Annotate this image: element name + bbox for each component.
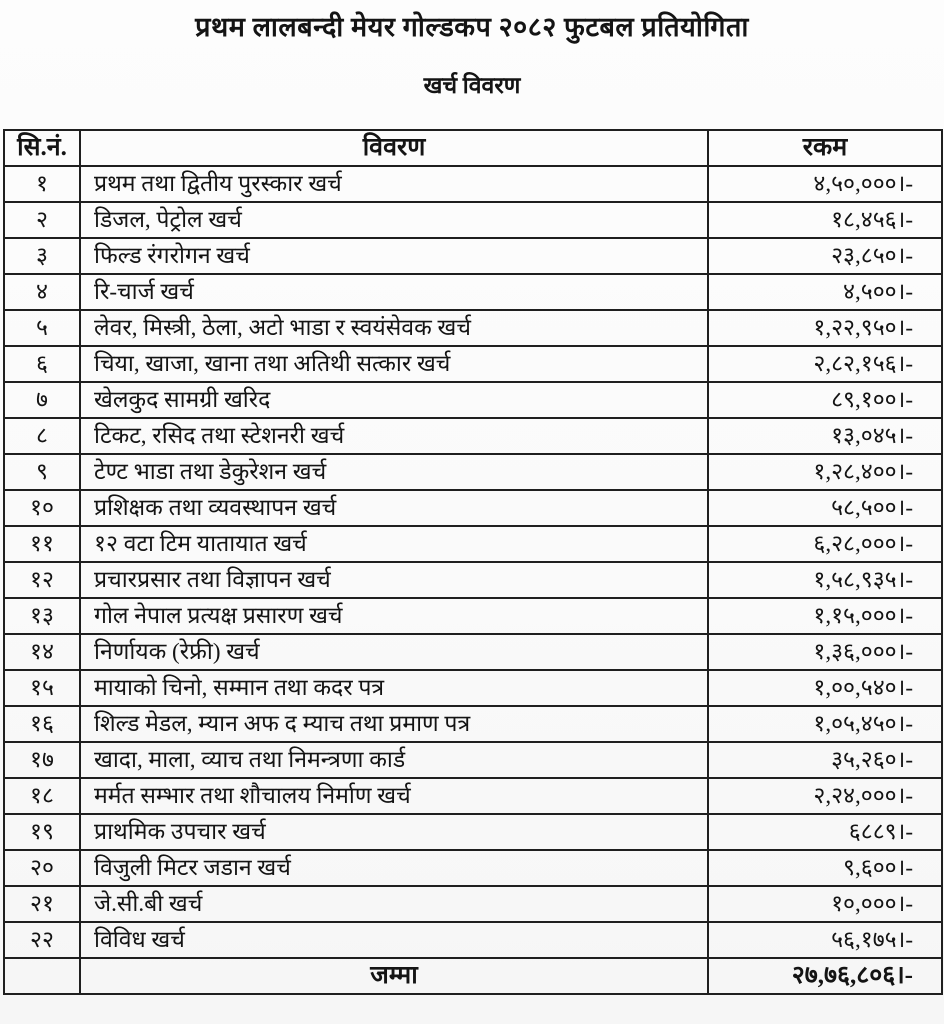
- row-serial-number: १७: [4, 742, 80, 778]
- table-row: [4, 562, 942, 598]
- row-amount: २,२४,०००।-: [708, 778, 942, 814]
- row-amount: ५८,५००।-: [708, 490, 942, 526]
- row-description: खादा, माला, व्याच तथा निमन्त्रणा कार्ड: [80, 742, 708, 778]
- row-description: खेलकुद सामग्री खरिद: [80, 382, 708, 418]
- row-description: शिल्ड मेडल, म्यान अफ द म्याच तथा प्रमाण पत्र: [80, 706, 708, 742]
- row-amount: १,५८,९३५।-: [708, 562, 942, 598]
- row-amount: १०,०००।-: [708, 886, 942, 922]
- row-amount: ८९,१००।-: [708, 382, 942, 418]
- row-amount: १,००,५४०।-: [708, 670, 942, 706]
- table-row: [4, 598, 942, 634]
- header-description: विवरण: [80, 130, 708, 166]
- table-row: [4, 274, 942, 310]
- row-amount: १८,४५६।-: [708, 202, 942, 238]
- row-description: प्रशिक्षक तथा व्यवस्थापन खर्च: [80, 490, 708, 526]
- row-description: टेण्ट भाडा तथा डेकुरेशन खर्च: [80, 454, 708, 490]
- row-amount: २,८२,१५६।-: [708, 346, 942, 382]
- row-description: मर्मत सम्भार तथा शौचालय निर्माण खर्च: [80, 778, 708, 814]
- row-description: प्राथमिक उपचार खर्च: [80, 814, 708, 850]
- row-amount: १३,०४५।-: [708, 418, 942, 454]
- row-amount: ६८८९।-: [708, 814, 942, 850]
- row-serial-number: ३: [4, 238, 80, 274]
- expense-table: [3, 129, 943, 995]
- header-amount: रकम: [708, 130, 942, 166]
- table-header: [4, 130, 942, 166]
- total-row: [4, 958, 942, 994]
- table-row: [4, 238, 942, 274]
- row-amount: १,२८,४००।-: [708, 454, 942, 490]
- row-description: १२ वटा टिम यातायात खर्च: [80, 526, 708, 562]
- table-row: [4, 886, 942, 922]
- document-subtitle: खर्च विवरण: [423, 73, 521, 98]
- table-row: [4, 814, 942, 850]
- row-serial-number: ५: [4, 310, 80, 346]
- row-description: निर्णायक (रेफ्री) खर्च: [80, 634, 708, 670]
- row-description: विविध खर्च: [80, 922, 708, 958]
- row-amount: १,३६,०००।-: [708, 634, 942, 670]
- row-amount: १,०५,४५०।-: [708, 706, 942, 742]
- row-serial-number: १३: [4, 598, 80, 634]
- row-serial-number: १९: [4, 814, 80, 850]
- row-serial-number: १६: [4, 706, 80, 742]
- row-description: प्रचारप्रसार तथा विज्ञापन खर्च: [80, 562, 708, 598]
- table-row: [4, 166, 942, 202]
- row-description: चिया, खाजा, खाना तथा अतिथी सत्कार खर्च: [80, 346, 708, 382]
- row-description: फिल्ड रंगरोगन खर्च: [80, 238, 708, 274]
- row-amount: १,२२,९५०।-: [708, 310, 942, 346]
- row-amount: ९,६००।-: [708, 850, 942, 886]
- table-row: [4, 490, 942, 526]
- row-serial-number: २२: [4, 922, 80, 958]
- row-amount: २३,८५०।-: [708, 238, 942, 274]
- table-row: [4, 634, 942, 670]
- table-row: [4, 526, 942, 562]
- row-serial-number: १८: [4, 778, 80, 814]
- row-amount: १,१५,०००।-: [708, 598, 942, 634]
- row-description: जे.सी.बी खर्च: [80, 886, 708, 922]
- row-serial-number: १२: [4, 562, 80, 598]
- table-row: [4, 202, 942, 238]
- table-row: [4, 850, 942, 886]
- row-serial-number: ६: [4, 346, 80, 382]
- document-title: प्रथम लालबन्दी मेयर गोल्डकप २०८२ फुटबल प्रतियोगिता: [195, 12, 749, 42]
- row-serial-number: २०: [4, 850, 80, 886]
- row-amount: ४,५०,०००।-: [708, 166, 942, 202]
- row-amount: ४,५००।-: [708, 274, 942, 310]
- table-row: [4, 742, 942, 778]
- row-description: टिकट, रसिद तथा स्टेशनरी खर्च: [80, 418, 708, 454]
- row-description: लेवर, मिस्त्री, ठेला, अटो भाडा र स्वयंसेवक खर्च: [80, 310, 708, 346]
- total-label: जम्मा: [80, 958, 708, 994]
- table-row: [4, 310, 942, 346]
- table-body: [4, 166, 942, 958]
- row-description: रि-चार्ज खर्च: [80, 274, 708, 310]
- row-serial-number: ११: [4, 526, 80, 562]
- row-serial-number: १०: [4, 490, 80, 526]
- total-amount: २७,७६,८०६।-: [708, 958, 942, 994]
- table-row: [4, 418, 942, 454]
- table-footer: [4, 958, 942, 994]
- row-description: मायाको चिनो, सम्मान तथा कदर पत्र: [80, 670, 708, 706]
- row-serial-number: ७: [4, 382, 80, 418]
- row-description: प्रथम तथा द्वितीय पुरस्कार खर्च: [80, 166, 708, 202]
- row-serial-number: १५: [4, 670, 80, 706]
- table-row: [4, 454, 942, 490]
- table-row: [4, 778, 942, 814]
- row-serial-number: ८: [4, 418, 80, 454]
- row-amount: ६,२८,०००।-: [708, 526, 942, 562]
- header-row: [4, 130, 942, 166]
- row-serial-number: ४: [4, 274, 80, 310]
- row-description: गोल नेपाल प्रत्यक्ष प्रसारण खर्च: [80, 598, 708, 634]
- row-description: विजुली मिटर जडान खर्च: [80, 850, 708, 886]
- row-amount: ५६,१७५।-: [708, 922, 942, 958]
- row-amount: ३५,२६०।-: [708, 742, 942, 778]
- row-serial-number: २१: [4, 886, 80, 922]
- row-serial-number: १४: [4, 634, 80, 670]
- row-serial-number: ९: [4, 454, 80, 490]
- table-row: [4, 346, 942, 382]
- header-serial-number: सि.नं.: [4, 130, 80, 166]
- table-row: [4, 706, 942, 742]
- row-serial-number: २: [4, 202, 80, 238]
- row-serial-number: १: [4, 166, 80, 202]
- table-row: [4, 382, 942, 418]
- total-serial-blank: [4, 958, 80, 994]
- table-row: [4, 670, 942, 706]
- table-row: [4, 922, 942, 958]
- row-description: डिजल, पेट्रोल खर्च: [80, 202, 708, 238]
